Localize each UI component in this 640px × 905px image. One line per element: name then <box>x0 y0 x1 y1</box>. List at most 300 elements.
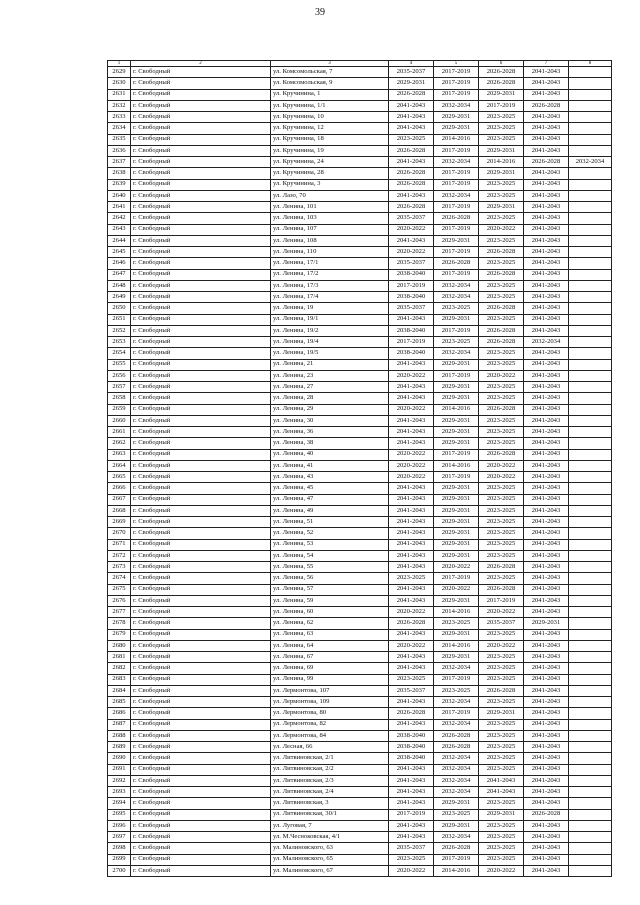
period-cell: 2041-2043 <box>524 798 569 809</box>
row-number-cell: 2650 <box>108 303 131 314</box>
table-row <box>108 213 612 224</box>
address-cell: ул. Ленина, 38 <box>271 438 389 449</box>
period-cell: 2041-2043 <box>389 629 434 640</box>
period-cell: 2023-2025 <box>434 685 479 696</box>
table-row <box>108 607 612 618</box>
table-row <box>108 798 612 809</box>
period-cell: 2041-2043 <box>524 528 569 539</box>
table-row <box>108 393 612 404</box>
row-number-cell: 2675 <box>108 584 131 595</box>
table-row <box>108 78 612 89</box>
settlement-cell: г. Свободный <box>131 370 271 381</box>
period-cell <box>569 100 612 111</box>
period-cell: 2017-2019 <box>434 247 479 258</box>
period-cell: 2029-2031 <box>434 415 479 426</box>
period-cell <box>569 292 612 303</box>
settlement-cell: г. Свободный <box>131 382 271 393</box>
period-cell: 2023-2025 <box>479 843 524 854</box>
address-cell: ул. Ленина, 40 <box>271 449 389 460</box>
settlement-cell: г. Свободный <box>131 449 271 460</box>
period-cell <box>569 235 612 246</box>
column-header: 5 <box>434 61 479 67</box>
row-number-cell: 2653 <box>108 337 131 348</box>
address-cell: ул. Ленина, 47 <box>271 494 389 505</box>
period-cell: 2023-2025 <box>479 213 524 224</box>
row-number-cell: 2636 <box>108 145 131 156</box>
period-cell: 2029-2031 <box>434 235 479 246</box>
settlement-cell: г. Свободный <box>131 663 271 674</box>
row-number-cell: 2677 <box>108 607 131 618</box>
period-cell: 2041-2043 <box>524 280 569 291</box>
period-cell: 2023-2025 <box>479 854 524 865</box>
period-cell: 2041-2043 <box>389 595 434 606</box>
period-cell: 2041-2043 <box>479 787 524 798</box>
period-cell: 2041-2043 <box>389 663 434 674</box>
period-cell: 2041-2043 <box>524 640 569 651</box>
period-cell: 2032-2034 <box>434 157 479 168</box>
period-cell: 2041-2043 <box>524 224 569 235</box>
address-cell: ул. Ленина, 19/5 <box>271 348 389 359</box>
period-cell: 2023-2025 <box>479 292 524 303</box>
row-number-cell: 2692 <box>108 775 131 786</box>
period-cell: 2020-2022 <box>479 607 524 618</box>
period-cell: 2023-2025 <box>479 663 524 674</box>
address-cell: ул. Лермонтова, 109 <box>271 697 389 708</box>
period-cell: 2023-2025 <box>434 809 479 820</box>
period-cell <box>569 685 612 696</box>
period-cell: 2023-2025 <box>389 854 434 865</box>
settlement-cell: г. Свободный <box>131 359 271 370</box>
period-cell: 2023-2025 <box>479 393 524 404</box>
address-cell: ул. Малиновского, 63 <box>271 843 389 854</box>
period-cell: 2029-2031 <box>434 112 479 123</box>
period-cell: 2029-2031 <box>434 359 479 370</box>
period-cell: 2026-2028 <box>524 809 569 820</box>
period-cell: 2041-2043 <box>524 843 569 854</box>
address-cell: ул. Ленина, 107 <box>271 224 389 235</box>
period-cell: 2026-2028 <box>524 100 569 111</box>
period-cell: 2020-2022 <box>389 460 434 471</box>
settlement-cell: г. Свободный <box>131 337 271 348</box>
table-row <box>108 809 612 820</box>
address-cell: ул. Ленина, 67 <box>271 652 389 663</box>
period-cell: 2029-2031 <box>389 78 434 89</box>
table-row <box>108 865 612 876</box>
period-cell: 2026-2028 <box>434 843 479 854</box>
period-cell: 2014-2016 <box>434 460 479 471</box>
settlement-cell: г. Свободный <box>131 753 271 764</box>
address-cell: ул. Ленина, 43 <box>271 472 389 483</box>
period-cell: 2029-2031 <box>434 393 479 404</box>
settlement-cell: г. Свободный <box>131 213 271 224</box>
table-row <box>108 663 612 674</box>
period-cell <box>569 134 612 145</box>
period-cell: 2029-2031 <box>479 145 524 156</box>
period-cell: 2026-2028 <box>479 562 524 573</box>
period-cell: 2014-2016 <box>479 157 524 168</box>
period-cell: 2041-2043 <box>524 382 569 393</box>
period-cell: 2041-2043 <box>389 190 434 201</box>
row-number-cell: 2663 <box>108 449 131 460</box>
period-cell: 2032-2034 <box>434 719 479 730</box>
period-cell: 2041-2043 <box>389 505 434 516</box>
period-cell <box>569 674 612 685</box>
settlement-cell: г. Свободный <box>131 404 271 415</box>
table-row <box>108 787 612 798</box>
period-cell: 2041-2043 <box>524 820 569 831</box>
table-body <box>108 67 612 877</box>
period-cell: 2026-2028 <box>479 337 524 348</box>
address-cell: ул. Малиновского, 67 <box>271 865 389 876</box>
column-header: 1 <box>108 61 131 67</box>
period-cell: 2029-2031 <box>434 528 479 539</box>
period-cell: 2029-2031 <box>434 595 479 606</box>
period-cell: 2041-2043 <box>389 314 434 325</box>
address-cell: ул. Литвиновская, 2/3 <box>271 775 389 786</box>
period-cell: 2026-2028 <box>479 404 524 415</box>
table-row <box>108 595 612 606</box>
settlement-cell: г. Свободный <box>131 505 271 516</box>
period-cell: 2026-2028 <box>479 269 524 280</box>
period-cell: 2041-2043 <box>389 820 434 831</box>
period-cell: 2041-2043 <box>524 393 569 404</box>
period-cell: 2029-2031 <box>434 539 479 550</box>
table-row <box>108 314 612 325</box>
row-number-cell: 2630 <box>108 78 131 89</box>
row-number-cell: 2687 <box>108 719 131 730</box>
period-cell: 2041-2043 <box>524 449 569 460</box>
period-cell: 2041-2043 <box>524 742 569 753</box>
period-cell: 2017-2019 <box>389 337 434 348</box>
period-cell: 2014-2016 <box>434 865 479 876</box>
period-cell: 2023-2025 <box>479 505 524 516</box>
settlement-cell: г. Свободный <box>131 280 271 291</box>
table-row <box>108 460 612 471</box>
period-cell: 2041-2043 <box>524 539 569 550</box>
period-cell: 2041-2043 <box>524 303 569 314</box>
row-number-cell: 2691 <box>108 764 131 775</box>
settlement-cell: г. Свободный <box>131 157 271 168</box>
period-cell <box>569 67 612 78</box>
row-number-cell: 2656 <box>108 370 131 381</box>
period-cell: 2035-2037 <box>389 303 434 314</box>
period-cell <box>569 787 612 798</box>
table-row <box>108 562 612 573</box>
period-cell: 2029-2031 <box>434 629 479 640</box>
period-cell: 2026-2028 <box>524 157 569 168</box>
row-number-cell: 2654 <box>108 348 131 359</box>
column-header: 2 <box>131 61 271 67</box>
settlement-cell: г. Свободный <box>131 89 271 100</box>
table-row <box>108 517 612 528</box>
row-number-cell: 2671 <box>108 539 131 550</box>
row-number-cell: 2662 <box>108 438 131 449</box>
period-cell: 2023-2025 <box>479 179 524 190</box>
period-cell: 2017-2019 <box>434 89 479 100</box>
settlement-cell: г. Свободный <box>131 112 271 123</box>
settlement-cell: г. Свободный <box>131 460 271 471</box>
period-cell: 2041-2043 <box>524 505 569 516</box>
settlement-cell: г. Свободный <box>131 640 271 651</box>
row-number-cell: 2674 <box>108 573 131 584</box>
settlement-cell: г. Свободный <box>131 730 271 741</box>
period-cell: 2041-2043 <box>524 67 569 78</box>
address-cell: ул. Литвиновская, 2/4 <box>271 787 389 798</box>
row-number-cell: 2647 <box>108 269 131 280</box>
period-cell <box>569 854 612 865</box>
period-cell: 2023-2025 <box>479 719 524 730</box>
row-number-cell: 2640 <box>108 190 131 201</box>
address-cell: ул. Кручинина, 18 <box>271 134 389 145</box>
row-number-cell: 2689 <box>108 742 131 753</box>
page-number: 39 <box>315 7 325 18</box>
period-cell: 2041-2043 <box>524 292 569 303</box>
table-row <box>108 168 612 179</box>
address-cell: ул. Лермонтова, 84 <box>271 730 389 741</box>
period-cell <box>569 730 612 741</box>
period-cell: 2029-2031 <box>434 494 479 505</box>
period-cell: 2041-2043 <box>524 494 569 505</box>
row-number-cell: 2658 <box>108 393 131 404</box>
period-cell <box>569 370 612 381</box>
period-cell: 2041-2043 <box>389 798 434 809</box>
period-cell: 2041-2043 <box>389 584 434 595</box>
period-cell: 2041-2043 <box>524 865 569 876</box>
period-cell: 2023-2025 <box>479 190 524 201</box>
row-number-cell: 2680 <box>108 640 131 651</box>
period-cell: 2035-2037 <box>389 213 434 224</box>
row-number-cell: 2683 <box>108 674 131 685</box>
table-row <box>108 100 612 111</box>
period-cell: 2041-2043 <box>389 415 434 426</box>
settlement-cell: г. Свободный <box>131 393 271 404</box>
settlement-cell: г. Свободный <box>131 202 271 213</box>
settlement-cell: г. Свободный <box>131 854 271 865</box>
row-number-cell: 2667 <box>108 494 131 505</box>
row-number-cell: 2629 <box>108 67 131 78</box>
period-cell: 2032-2034 <box>434 832 479 843</box>
period-cell: 2035-2037 <box>479 618 524 629</box>
settlement-cell: г. Свободный <box>131 258 271 269</box>
address-cell: ул. Ленина, 69 <box>271 663 389 674</box>
period-cell: 2041-2043 <box>389 719 434 730</box>
settlement-cell: г. Свободный <box>131 123 271 134</box>
settlement-cell: г. Свободный <box>131 832 271 843</box>
table-row <box>108 427 612 438</box>
period-cell <box>569 843 612 854</box>
address-cell: ул. Кручинина, 24 <box>271 157 389 168</box>
period-cell: 2026-2028 <box>434 258 479 269</box>
period-cell: 2017-2019 <box>434 573 479 584</box>
address-cell: ул. Малиновского, 65 <box>271 854 389 865</box>
settlement-cell: г. Свободный <box>131 550 271 561</box>
period-cell: 2026-2028 <box>479 449 524 460</box>
period-cell: 2041-2043 <box>524 78 569 89</box>
period-cell: 2041-2043 <box>389 832 434 843</box>
period-cell: 2014-2016 <box>434 607 479 618</box>
period-cell: 2041-2043 <box>389 787 434 798</box>
period-cell <box>569 595 612 606</box>
period-cell: 2023-2025 <box>479 730 524 741</box>
period-cell: 2023-2025 <box>479 798 524 809</box>
period-cell <box>569 820 612 831</box>
period-cell: 2041-2043 <box>524 685 569 696</box>
period-cell <box>569 348 612 359</box>
period-cell <box>569 415 612 426</box>
table-row <box>108 483 612 494</box>
period-cell <box>569 550 612 561</box>
period-cell: 2023-2025 <box>479 415 524 426</box>
settlement-cell: г. Свободный <box>131 483 271 494</box>
table-row <box>108 764 612 775</box>
table-row <box>108 539 612 550</box>
row-number-cell: 2651 <box>108 314 131 325</box>
period-cell: 2041-2043 <box>524 753 569 764</box>
row-number-cell: 2632 <box>108 100 131 111</box>
address-cell: ул. Лермонтова, 82 <box>271 719 389 730</box>
period-cell <box>569 460 612 471</box>
address-cell: ул. Ленина, 17/2 <box>271 269 389 280</box>
row-number-cell: 2635 <box>108 134 131 145</box>
period-cell: 2032-2034 <box>434 775 479 786</box>
address-cell: ул. Кручинина, 10 <box>271 112 389 123</box>
table-row <box>108 303 612 314</box>
period-cell: 2020-2022 <box>389 404 434 415</box>
period-cell <box>569 393 612 404</box>
period-cell <box>569 742 612 753</box>
period-cell: 2023-2025 <box>479 427 524 438</box>
period-cell: 2023-2025 <box>479 674 524 685</box>
address-cell: ул. Ленина, 99 <box>271 674 389 685</box>
settlement-cell: г. Свободный <box>131 573 271 584</box>
settlement-cell: г. Свободный <box>131 562 271 573</box>
period-cell: 2041-2043 <box>524 213 569 224</box>
period-cell <box>569 168 612 179</box>
period-cell: 2020-2022 <box>479 865 524 876</box>
table-row <box>108 292 612 303</box>
period-cell: 2017-2019 <box>434 708 479 719</box>
address-cell: ул. Ленина, 57 <box>271 584 389 595</box>
settlement-cell: г. Свободный <box>131 292 271 303</box>
address-cell: ул. Ленина, 110 <box>271 247 389 258</box>
row-number-cell: 2679 <box>108 629 131 640</box>
period-cell <box>569 562 612 573</box>
period-cell: 2023-2025 <box>479 123 524 134</box>
period-cell: 2023-2025 <box>389 674 434 685</box>
address-cell: ул. Ленина, 62 <box>271 618 389 629</box>
row-number-cell: 2698 <box>108 843 131 854</box>
table-row <box>108 67 612 78</box>
row-number-cell: 2678 <box>108 618 131 629</box>
period-cell <box>569 584 612 595</box>
period-cell: 2041-2043 <box>389 100 434 111</box>
period-cell <box>569 494 612 505</box>
period-cell: 2023-2025 <box>479 382 524 393</box>
period-cell: 2041-2043 <box>389 494 434 505</box>
period-cell: 2023-2025 <box>434 618 479 629</box>
period-cell: 2041-2043 <box>524 663 569 674</box>
period-cell: 2041-2043 <box>524 438 569 449</box>
table-row <box>108 348 612 359</box>
period-cell: 2020-2022 <box>434 562 479 573</box>
settlement-cell: г. Свободный <box>131 607 271 618</box>
settlement-cell: г. Свободный <box>131 820 271 831</box>
period-cell: 2032-2034 <box>434 280 479 291</box>
period-cell: 2017-2019 <box>434 145 479 156</box>
settlement-cell: г. Свободный <box>131 719 271 730</box>
row-number-cell: 2696 <box>108 820 131 831</box>
period-cell: 2017-2019 <box>434 674 479 685</box>
period-cell <box>569 618 612 629</box>
period-cell: 2023-2025 <box>479 832 524 843</box>
address-cell: ул. Ленина, 19/1 <box>271 314 389 325</box>
table-row <box>108 415 612 426</box>
housing-repair-schedule-table <box>107 60 612 877</box>
period-cell: 2023-2025 <box>479 697 524 708</box>
period-cell: 2023-2025 <box>479 528 524 539</box>
period-cell <box>569 337 612 348</box>
column-header: 6 <box>479 61 524 67</box>
period-cell: 2041-2043 <box>524 404 569 415</box>
period-cell: 2014-2016 <box>434 404 479 415</box>
period-cell: 2038-2040 <box>389 292 434 303</box>
period-cell: 2041-2043 <box>524 595 569 606</box>
row-number-cell: 2657 <box>108 382 131 393</box>
period-cell: 2041-2043 <box>524 517 569 528</box>
table-row <box>108 505 612 516</box>
row-number-cell: 2639 <box>108 179 131 190</box>
period-cell: 2023-2025 <box>479 483 524 494</box>
address-cell: ул. Ленина, 23 <box>271 370 389 381</box>
address-cell: ул. Лазо, 70 <box>271 190 389 201</box>
period-cell: 2035-2037 <box>389 685 434 696</box>
settlement-cell: г. Свободный <box>131 438 271 449</box>
settlement-cell: г. Свободный <box>131 314 271 325</box>
address-cell: ул. Кручинина, 3 <box>271 179 389 190</box>
period-cell: 2029-2031 <box>434 314 479 325</box>
period-cell: 2041-2043 <box>524 325 569 336</box>
settlement-cell: г. Свободный <box>131 303 271 314</box>
period-cell: 2032-2034 <box>434 787 479 798</box>
period-cell: 2014-2016 <box>434 640 479 651</box>
table-row <box>108 550 612 561</box>
period-cell: 2041-2043 <box>524 112 569 123</box>
period-cell: 2041-2043 <box>524 787 569 798</box>
period-cell <box>569 697 612 708</box>
address-cell: ул. Луговая, 7 <box>271 820 389 831</box>
table-row <box>108 618 612 629</box>
table-row <box>108 134 612 145</box>
period-cell: 2020-2022 <box>434 584 479 595</box>
row-number-cell: 2645 <box>108 247 131 258</box>
period-cell: 2041-2043 <box>524 730 569 741</box>
period-cell: 2020-2022 <box>389 449 434 460</box>
period-cell <box>569 258 612 269</box>
period-cell <box>569 280 612 291</box>
period-cell: 2020-2022 <box>389 640 434 651</box>
period-cell: 2029-2031 <box>434 123 479 134</box>
period-cell: 2026-2028 <box>479 303 524 314</box>
period-cell: 2023-2025 <box>479 539 524 550</box>
settlement-cell: г. Свободный <box>131 798 271 809</box>
settlement-cell: г. Свободный <box>131 190 271 201</box>
row-number-cell: 2694 <box>108 798 131 809</box>
settlement-cell: г. Свободный <box>131 528 271 539</box>
period-cell: 2029-2031 <box>434 550 479 561</box>
address-cell: ул. Литвиновская, 3 <box>271 798 389 809</box>
address-cell: ул. Ленина, 59 <box>271 595 389 606</box>
period-cell <box>569 314 612 325</box>
